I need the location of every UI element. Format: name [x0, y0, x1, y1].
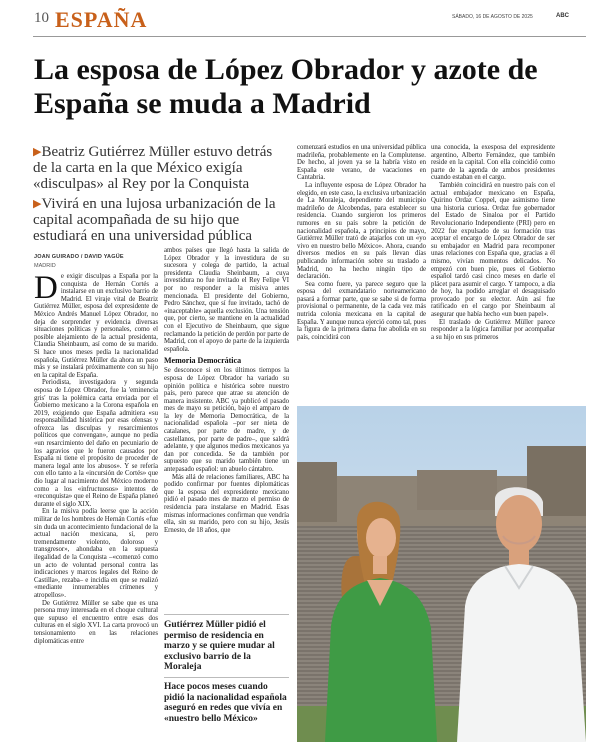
dateline: SÁBADO, 16 DE AGOSTO DE 2025 — [452, 14, 533, 20]
paragraph: En la misiva podía leerse que la acción militar de los hombres de Hernán Cortés «fue sin duda un acontecimiento fundacional de la actual nación mexicana, sí, pero tremendamente violento, doloroso y transgresor», ahondaba en la supuesta ilegalidad de la Conquista –«comenzó como un acto de voluntad personal contra las indicaciones y marcos legales del Reino de Castilla», rezaba– e incidía en que se realizó «mediante innumerables crímenes y atropellos». — [34, 508, 158, 599]
byline: JOAN GUIRADO / DAVID YAGÜE — [34, 254, 124, 260]
article-column-3 — [297, 144, 426, 400]
pull-quote-2: Hace pocos meses cuando pidió la nacionalidad española aseguró en redes que vivía en «nuestro bello México» — [164, 682, 287, 724]
paragraph: Periodista, investigadora y segunda esposa de López Obrador, fue la 'eminencia gris' tras la polémica carta enviada por el Gobierno mexicano a la Corona española en 2019, exigiendo que España admitiera «su responsabilidad histórica por esas ofensas y ofrezca las disculpas y resarcimientos políticos que convengan», aunque no pedía «un resarcimiento del daño en pecuniario de los agravios que le fueron causados por España ni tiene el propósito de proceder de manera legal ante los abusos». Y se refería con ello tanto a la «incursión de Cortés» que dio lugar al nacimiento del México moderno como a los «infructuosos» intentos de «reconquista» que el Reino de España planeó durante el siglo XIX. — [34, 379, 158, 508]
subheadline-text: Beatriz Gutiérrez Müller estuvo detrás de la carta en la que México exigía «disculpas» al Rey por la Conquista — [33, 144, 273, 192]
header-rule — [33, 36, 586, 37]
page-number: 10 — [34, 10, 49, 26]
article-column-4 — [431, 144, 555, 400]
divider — [164, 677, 289, 678]
paragraph: De Gutiérrez Müller se sabe que es una persona muy interesada en el choque cultural que supuso el encuentro entre esas dos culturas en el siglo XVI. La carta provocó un tensionamiento en las relaciones diplomáticas entre — [34, 599, 158, 645]
section-title: ESPAÑA — [55, 7, 148, 32]
triangle-bullet-icon: ▶ — [33, 146, 42, 158]
article-column-1 — [34, 273, 158, 743]
paragraph: También coincidirá en nuestro país con el actual embajador mexicano en España, Quirino Ordaz Coppel, que asimismo tiene una historia curiosa. Ordaz fue gobernador del Estado de Sinaloa por el Partido Revolucionario Independiente (PRI) pero en 2022 fue expulsado de su formación tras aceptar el encargo de López Obrador de ser su embajador en Madrid para recomponer unas relaciones con España que, gracias a él mismo, vivían momentos delicados. No empezó con buen pie, pues el Gobierno español tardó casi cinco meses en darle el plácet para asumir el cargo. Y tampoco, a día de hoy, ha podido arreglar el desaguisado provocado por su elector. Aún así fue ratificado en el cargo por Sheinbaum al asegurar que había hecho «un buen papel». — [431, 181, 555, 319]
paragraph: comenzará estudios en una universidad pública madrileña, probablemente en la Complutense. De hecho, al joven ya se la habría visto en España este verano, de vacaciones en Cantabria. — [297, 144, 426, 182]
headline: La esposa de López Obrador y azote de España se muda a Madrid — [34, 53, 538, 120]
pull-quote-1: Gutiérrez Müller pidió el permiso de residencia en marzo y se quiere mudar al exclusivo barrio de la Moraleja — [164, 620, 275, 672]
paragraph: una conocida, la exesposa del expresidente argentino, Alberto Fernández, que también reside en la capital. Con ella coincidió como parte de la agenda de ambos presidentes cuando estaban en el cargo. — [431, 144, 555, 182]
article-photo — [297, 406, 586, 742]
intertitle: Memoria Democrática — [164, 356, 242, 366]
paragraph: La influyente esposa de López Obrador ha elegido, en este caso, la exclusiva urbanización de La Moraleja, dependiente del municipio madrileño de Alcobendas, para establecer su residencia. Cuando surgieron los primeros rumores en su país sobre la petición de nacionalidad española, a principios de mayo, Gutiérrez Müller trató de atajarlos con un «yo vivo en nuestro bello México». Ahora, cuando diversos medios en su país llevan días publicando información sobre su traslado a Madrid, no ha hecho ningún tipo de declaración. — [297, 181, 426, 281]
drop-cap: D — [34, 273, 58, 306]
paragraph: El traslado de Gutiérrez Müller parece responder a la lógica familiar por acompañar a su hijo en sus primeros — [431, 318, 555, 341]
ruin-block — [417, 470, 497, 510]
divider — [164, 614, 289, 615]
paragraph: Se desconoce si en los últimos tiempos la esposa de López Obrador ha variado su opinión política e histórica sobre nuestro país, pero parece que atrae su atención de manera insistente. ABC ya publicó el pasado mes de mayo su petición, bajo el amparo de la ley de Memoria Democrática, de la nacionalidad española –por ser nieta de catalanes, por parte de madre, y de castellanos, por parte de padre–, que saldrá adelante, y que algunos medios mexicanos ya dan por concedida. Se da también por supuesto que su marido también tiene un antepasado español: un abuelo cántabro. — [164, 367, 289, 474]
location: MADRID — [34, 263, 56, 269]
subheadline-text: Vivirá en una lujosa urbanización de la capital acompañada de su hijo que estudiará en una universidad pública — [33, 196, 276, 244]
paragraph: Sea como fuere, ya parece seguro que la esposa del exmandatario norteamericano pasará a formar parte, que se sabe si de forma provisional o permanente, de la cada vez más nutrida colonia mexicana en la capital de España. Y aunque nunca ejerció como tal, pues la figura de la primera dama fue abolida en su país, coincidirá con — [297, 280, 426, 341]
paragraph: e exigir disculpas a España por la conquista de Hernán Cortés a instalarse en un exclusivo barrio de Madrid. El viraje vital de Beatriz Gutiérrez Müller, esposa del expresidente de México Andrés Manuel López Obrador, no deja de sorprender y evidencia diversas situaciones políticas y personales, como el posible alejamiento de la actual presidenta, Claudia Sheinbaum, así como de su marido. Si hace unos meses pedía la nacionalidad española, Gutiérrez Müller da ahora un paso más y se instalará próximamente con su hijo en la capital de España. — [34, 273, 158, 379]
subheadline-1 — [33, 144, 285, 192]
ruin-block — [297, 462, 337, 522]
brand-logo: ABC — [556, 13, 569, 19]
triangle-bullet-icon: ▶ — [33, 198, 42, 210]
paragraph: Más allá de relaciones familiares, ABC ha podido confirmar por fuentes diplomáticas que la esposa del expresidente mexicano pidió el pasado mes de marzo el permiso de residencia para instalarse en Madrid. Esas mismas informaciones confirman que vendría ella, sin su marido, pero con su hijo, Jesús Ernesto, de 18 años, que — [164, 473, 289, 534]
subheadline-2 — [33, 196, 285, 244]
paragraph: ambos países que llegó hasta la salida de López Obrador y la investidura de su sucesora y colega de partido, la actual presidenta Claudia Sheinbaum, a cuya investidura no fue invitado el Rey Felipe VI por no responder a la misiva antes mencionada. El presidente del Gobierno, Pedro Sánchez, que sí fue invitado, tachó de «inaceptable» aquella exclusión. Una tensión que, por cierto, se mantiene en la actualidad con el Ejecutivo de Sheinbaum, que sigue reclamando la petición de perdón por parte de Madrid, con el apoyo de parte de la izquierda española. — [164, 247, 289, 353]
